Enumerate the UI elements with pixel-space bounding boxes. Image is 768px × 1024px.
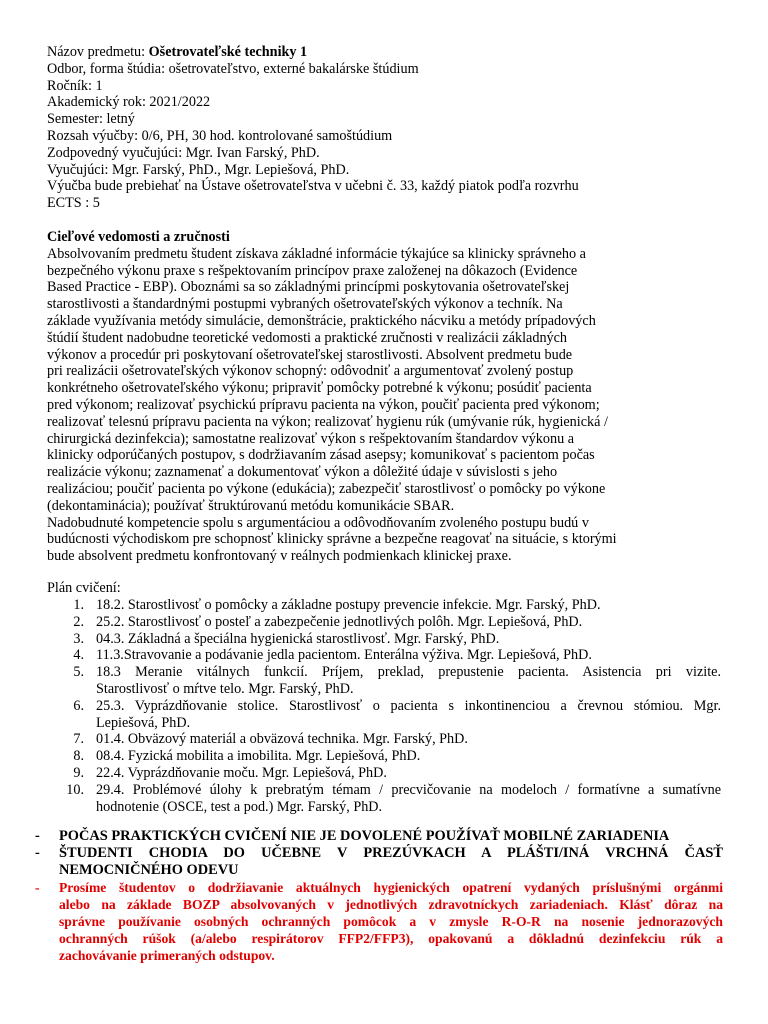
goals-text-line: výkonov a procedúr pri poskytovaní ošetrovateľskej starostlivosti. Absolvent predmetu bude [47, 346, 573, 363]
goals-heading: Cieľové vedomosti a zručnosti [47, 229, 230, 245]
goals-text-line: Nadobudnuté kompetencie spolu s argumentáciou a odôvodňovaním zvoleného postupu budú v [47, 514, 589, 531]
exercise-plan-list [62, 597, 721, 815]
semester: Semester: letný [47, 111, 135, 128]
goals-text-line: štúdií študent nadobudne teoretické vedomosti a praktické zručnosti v realizácii základných [47, 329, 568, 346]
goals-text-line: chirurgická dezinfekcia); samostatne realizovať výkon s rešpektovaním štandardov výkonu a [47, 430, 575, 447]
item-text-line: 25.2. Starostlivosť o posteľ a zabezpečenie jednotlivých polôh. Mgr. Lepiešová, PhD. [96, 613, 583, 630]
course-title-line [47, 44, 727, 61]
item-text-line: 18.2. Starostlivosť o pomôcky a základne postupy prevencie infekcie. Mgr. Farský, PhD. [96, 597, 601, 613]
goals-text-line: realizáciou; poučiť pacienta po výkone (edukácia); zabezpečiť starostlivosť o pomôcky po výkone [47, 480, 606, 497]
item-text [96, 748, 721, 765]
course-info [47, 44, 727, 212]
goals-text-line: pri realizácii ošetrovateľských výkonov schopný: odôvodniť a argumentovať zvolený postup [47, 363, 574, 380]
exercise-plan-item [62, 698, 721, 732]
item-text-line: 11.3.Stravovanie a podávanie jedla pacientom. Enterálna výživa. Mgr. Lepiešová, PhD. [96, 647, 592, 664]
goals-text-line: (dekontaminácia); používať štruktúrovanú metódu komunikácie SBAR. [47, 497, 455, 514]
exercise-plan-item [62, 647, 721, 664]
notice-text-line: zachovávanie primeraných odstupov. [59, 948, 275, 963]
goals-text-line: Based Practice - EBP). Oboznámi sa so základnými princípmi poskytovania ošetrovateľskej [47, 279, 570, 296]
bullet-dash: - [35, 828, 40, 844]
goals-text-line: budúcnosti východiskom pre schopnosť klinicky správne a bezpečne reagovať na situácie, s ktorými [47, 531, 617, 548]
item-text [96, 765, 721, 782]
teachers: Vyučujúci: Mgr. Farský, PhD., Mgr. Lepiešová, PhD. [47, 161, 350, 178]
exercise-plan-item [62, 765, 721, 782]
item-number: 5. [73, 664, 84, 681]
field-of-study: Odbor, forma štúdia: ošetrovateľstvo, externé bakalárske štúdium [47, 60, 419, 77]
academic-year: Akademický rok: 2021/2022 [47, 94, 211, 111]
exercise-plan-item [62, 614, 721, 631]
item-number: 2. [73, 613, 84, 630]
goals-text-line: základe využívania metódy simulácie, demonštrácie, praktického nácviku a metódy prípadových [47, 312, 596, 329]
rule-notice [35, 845, 723, 879]
year-of-study: Ročník: 1 [47, 77, 103, 94]
bullet-dash: - [35, 845, 40, 861]
course-name: Ošetrovateľské techniky 1 [148, 44, 308, 60]
ects-credits: ECTS : 5 [47, 195, 100, 212]
notice-text-line: POČAS PRAKTICKÝCH CVIČENÍ NIE JE DOVOLENÉ POUŽÍVAŤ MOBILNÉ ZARIADENIA [59, 828, 670, 844]
goals-text-line: starostlivosti a štandardnými postupmi vybraných ošetrovateľských výkonov a techník. Na [47, 296, 563, 313]
item-number: 9. [73, 764, 84, 781]
learning-goals [47, 229, 723, 565]
goals-text-line: bude absolvent predmetu konfrontovaný v reálnych podmienkach klinickej praxe. [47, 548, 512, 565]
course-label: Názov predmetu: [47, 44, 149, 60]
exercise-plan-item [62, 731, 721, 748]
item-text-line: 18.3 Meranie vitálnych funkcií. Príjem, preklad, prepustenie pacienta. Asistencia pri vizite. [96, 664, 721, 681]
notice-text-line: ochranných rúšok (a/alebo respirátorov FFP2/FFP3), opakovanú a dôkladnú dezinfekciu rúk a [59, 931, 723, 946]
notice-text-line: NEMOCNIČNÉHO ODEVU [59, 862, 239, 878]
notice-text-line: Prosíme študentov o dodržiavanie aktuálnych hygienických opatrení vydaných príslušnými orgánmi [59, 880, 723, 895]
exercise-plan-item [62, 782, 721, 816]
item-text-line: 29.4. Problémové úlohy k prebratým témam / precvičovanie na modeloch / formatívne a sumatívne [96, 781, 721, 798]
exercise-plan-item [62, 597, 721, 614]
hygiene-notice [35, 879, 723, 964]
exercise-plan-item [62, 631, 721, 648]
exercise-plan-title: Plán cvičení: [47, 580, 121, 596]
item-text [96, 597, 721, 614]
bullet-dash: - [35, 880, 40, 895]
item-text-line: 22.4. Vyprázdňovanie moču. Mgr. Lepiešová, PhD. [96, 764, 387, 781]
item-number: 1. [73, 597, 84, 613]
item-text [96, 782, 721, 816]
exercise-plan-item [62, 664, 721, 698]
goals-text-line: realizovať telesnú prípravu pacienta na výkon; realizovať hygienu rúk (umývanie rúk, hygienická / [47, 413, 608, 430]
item-number: 3. [73, 630, 84, 647]
item-number: 8. [73, 748, 84, 765]
item-text-line: hodnotenie (OSCE, test a pod.) Mgr. Farský, PhD. [96, 798, 383, 815]
item-number: 4. [73, 647, 84, 664]
goals-text-line: Absolvovaním predmetu študent získava základné informácie týkajúce sa klinicky správneho a [47, 245, 586, 262]
notice-text-line: správne používanie osobných ochranných pomôcok a v zmysle R-O-R na nosenie jednorazových [59, 914, 723, 929]
exercise-plan-item [62, 748, 721, 765]
goals-text-line: realizácie výkonu; zaznamenať a dokumentovať výkon a dôležité údaje v súvislosti s jeho [47, 464, 558, 481]
item-text-line: 01.4. Obväzový materiál a obväzová technika. Mgr. Farský, PhD. [96, 731, 468, 748]
item-text [96, 647, 721, 664]
item-number: 7. [73, 731, 84, 748]
item-text-line: Lepiešová, PhD. [96, 714, 191, 731]
teaching-location: Výučba bude prebiehať na Ústave ošetrovateľstva v učebni č. 33, každý piatok podľa rozvrhu [47, 178, 579, 195]
teaching-scope: Rozsah výučby: 0/6, PH, 30 hod. kontrolované samoštúdium [47, 127, 393, 144]
notice-text-line: ŠTUDENTI CHODIA DO UČEBNE V PREZÚVKACH A PLÁŠTI/INÁ VRCHNÁ ČASŤ [59, 845, 723, 861]
notices [35, 828, 723, 964]
goals-text-line: konkrétneho ošetrovateľského výkonu; pripraviť pomôcky potrebné k výkonu; posúdiť pacienta [47, 380, 592, 397]
item-text-line: 25.3. Vyprázdňovanie stolice. Starostlivosť o pacienta s inkontinenciou a črevnou stómiou. Mgr. [96, 697, 721, 714]
item-number: 10. [66, 781, 84, 798]
item-number: 6. [73, 697, 84, 714]
item-text-line: 08.4. Fyzická mobilita a imobilita. Mgr. Lepiešová, PhD. [96, 748, 421, 765]
item-text [96, 614, 721, 631]
goals-body [47, 246, 723, 565]
responsible-teacher: Zodpovedný vyučujúci: Mgr. Ivan Farský, PhD. [47, 144, 320, 161]
rule-notice [35, 828, 723, 845]
goals-text-line: bezpečného výkonu praxe s rešpektovaním princípov praxe založenej na dôkazoch (Evidence [47, 262, 578, 279]
goals-text-line: klinicky odporúčaných postupov, s dodržiavaním zásad asepsy; komunikovať s pacientom počas [47, 447, 595, 464]
item-text [96, 664, 721, 698]
item-text [96, 631, 721, 648]
item-text [96, 698, 721, 732]
goals-text-line: pred výkonom; realizovať psychickú prípravu pacienta na výkon, poučiť pacienta pred výkonom; [47, 396, 600, 413]
item-text-line: 04.3. Základná a špeciálna hygienická starostlivosť. Mgr. Farský, PhD. [96, 630, 500, 647]
notice-text-line: alebo na základe BOZP absolvovaných v jednotlivých zdravotníckych zariadeniach. Klásť dôraz na [59, 897, 723, 912]
item-text-line: Starostlivosť o mŕtve telo. Mgr. Farský, PhD. [96, 680, 354, 697]
item-text [96, 731, 721, 748]
